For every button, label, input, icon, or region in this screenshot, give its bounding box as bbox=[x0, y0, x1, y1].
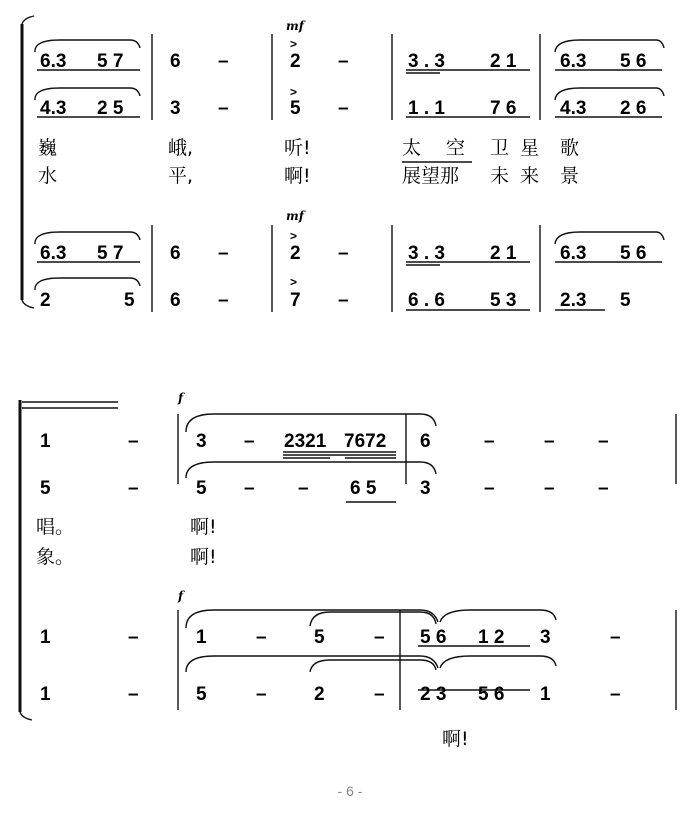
note: 2 1 bbox=[490, 51, 517, 72]
note: 5 bbox=[124, 290, 135, 311]
accent-icon: > bbox=[290, 85, 298, 99]
note: – bbox=[256, 627, 267, 648]
note: 1 bbox=[40, 431, 51, 452]
note: – bbox=[484, 478, 495, 499]
note: 2 3 bbox=[420, 684, 447, 705]
note: 2321 bbox=[284, 431, 327, 452]
note: 1 bbox=[196, 627, 207, 648]
lyric: 峨, bbox=[168, 137, 194, 159]
note: – bbox=[484, 431, 495, 452]
note: 1 . 1 bbox=[408, 98, 445, 119]
lyric: 歌 bbox=[560, 137, 580, 159]
note: 5 7 bbox=[97, 51, 124, 72]
note: – bbox=[244, 431, 255, 452]
accent-icon: > bbox=[290, 275, 298, 289]
note: 5 7 bbox=[97, 243, 124, 264]
note: – bbox=[338, 290, 349, 311]
note: 5 6 bbox=[620, 51, 647, 72]
page-number: - 6 - bbox=[337, 783, 363, 799]
lyric: 卫 bbox=[490, 137, 510, 159]
note: – bbox=[218, 243, 229, 264]
note: 6 bbox=[170, 51, 181, 72]
note: 6 bbox=[420, 431, 431, 452]
note: – bbox=[128, 627, 139, 648]
note: 4.3 bbox=[560, 98, 587, 119]
lyric: 象。 bbox=[36, 546, 75, 568]
lyric: 展望那 bbox=[402, 165, 460, 187]
note: 3 . 3 bbox=[408, 51, 445, 72]
lyric: 星 bbox=[520, 137, 540, 159]
note: 3 . 3 bbox=[408, 243, 445, 264]
note: 6.3 bbox=[560, 51, 587, 72]
note: – bbox=[128, 478, 139, 499]
note: 2 1 bbox=[490, 243, 517, 264]
note: 6 . 6 bbox=[408, 290, 445, 311]
note: – bbox=[218, 290, 229, 311]
lyric: 水 bbox=[38, 165, 58, 187]
note: 1 bbox=[40, 627, 51, 648]
note: 3 bbox=[420, 478, 431, 499]
note: 3 bbox=[196, 431, 207, 452]
lyric: 啊! bbox=[190, 546, 217, 568]
dynamic-mark: mf bbox=[286, 19, 304, 33]
note: 2 6 bbox=[620, 98, 647, 119]
note: 6 bbox=[170, 290, 181, 311]
note: 5 bbox=[40, 478, 51, 499]
note: 2.3 bbox=[560, 290, 587, 311]
lyric: 来 bbox=[520, 165, 540, 187]
note: 7672 bbox=[344, 431, 387, 452]
note: 7 6 bbox=[490, 98, 517, 119]
note: 1 2 bbox=[478, 627, 505, 648]
note: – bbox=[338, 51, 349, 72]
note: 5 6 bbox=[478, 684, 505, 705]
note: – bbox=[610, 627, 621, 648]
note: 6 bbox=[170, 243, 181, 264]
lyric: 空 bbox=[446, 137, 466, 159]
note: – bbox=[128, 684, 139, 705]
note: – bbox=[374, 627, 385, 648]
lyric: 景 bbox=[560, 165, 580, 187]
note: 2 5 bbox=[97, 98, 124, 119]
note: – bbox=[338, 243, 349, 264]
dynamic-mark: f bbox=[178, 391, 184, 405]
note: 2 bbox=[290, 51, 301, 72]
note: 5 6 bbox=[620, 243, 647, 264]
note: – bbox=[244, 478, 255, 499]
note: 7 bbox=[290, 290, 301, 311]
note: – bbox=[218, 98, 229, 119]
note: 5 bbox=[196, 478, 207, 499]
note: 6 5 bbox=[350, 478, 377, 499]
note: 6.3 bbox=[40, 243, 67, 264]
lyric: 太 bbox=[402, 137, 422, 159]
note: 3 bbox=[540, 627, 551, 648]
note: – bbox=[374, 684, 385, 705]
note: 5 bbox=[196, 684, 207, 705]
note: 4.3 bbox=[40, 98, 67, 119]
note: 1 bbox=[540, 684, 551, 705]
note: – bbox=[544, 478, 555, 499]
lyric: 唱。 bbox=[36, 516, 75, 538]
note: – bbox=[598, 478, 609, 499]
note: – bbox=[338, 98, 349, 119]
note: 2 bbox=[290, 243, 301, 264]
lyric: 未 bbox=[490, 165, 510, 187]
note: – bbox=[256, 684, 267, 705]
note: 3 bbox=[170, 98, 181, 119]
note: – bbox=[298, 478, 309, 499]
lyric: 巍 bbox=[38, 137, 58, 159]
dynamic-mark: mf bbox=[286, 209, 304, 223]
note: – bbox=[598, 431, 609, 452]
note: 5 6 bbox=[420, 627, 447, 648]
lyric: 平, bbox=[168, 165, 194, 187]
note: 5 bbox=[620, 290, 631, 311]
note: 2 bbox=[40, 290, 51, 311]
note: 2 bbox=[314, 684, 325, 705]
lyric: 啊! bbox=[442, 728, 469, 750]
note: 5 3 bbox=[490, 290, 517, 311]
note: – bbox=[218, 51, 229, 72]
note: – bbox=[544, 431, 555, 452]
lyric: 啊! bbox=[284, 165, 311, 187]
lyric: 听! bbox=[284, 137, 311, 159]
note: – bbox=[610, 684, 621, 705]
note: 5 bbox=[290, 98, 301, 119]
note: 1 bbox=[40, 684, 51, 705]
dynamic-mark: f bbox=[178, 589, 184, 603]
note: 6.3 bbox=[40, 51, 67, 72]
accent-icon: > bbox=[290, 37, 298, 51]
accent-icon: > bbox=[290, 229, 298, 243]
note: – bbox=[128, 431, 139, 452]
note: 6.3 bbox=[560, 243, 587, 264]
lyric: 啊! bbox=[190, 516, 217, 538]
note: 5 bbox=[314, 627, 325, 648]
